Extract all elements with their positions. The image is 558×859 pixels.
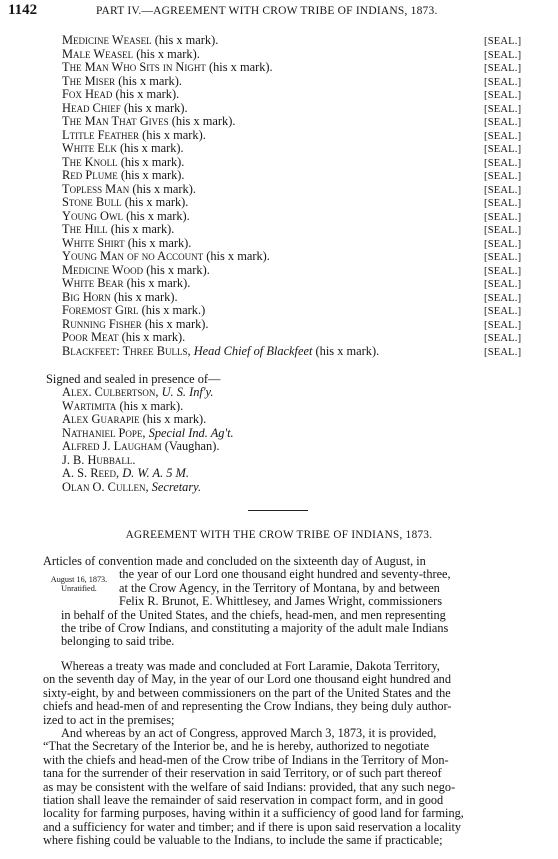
signatory-row	[62, 61, 552, 75]
witness-row: Wartimita (his x mark).	[62, 398, 184, 413]
witness-row: Alex. Culbertson, U. S. Inf'y.	[62, 385, 214, 399]
text-line: tana for the surrender of their reservation in said Territory, or of such part thereof	[43, 766, 442, 781]
blackfeet-signatory-row	[62, 345, 552, 359]
signatory-name: Running Fisher (his x mark).	[62, 316, 209, 331]
witness-list	[62, 386, 482, 494]
seal-mark: [SEAL.]	[484, 130, 522, 142]
seal-mark: [SEAL.]	[484, 144, 522, 155]
witness-intro: Signed and sealed in presence of—	[46, 372, 221, 386]
signatory-row	[62, 196, 552, 210]
text-line: at the Crow Agency, in the Territory of Montana, by and between	[119, 580, 440, 595]
text-line: on the seventh day of May, in the year of our Lord one thousand eight hundred and	[43, 672, 451, 687]
signatory-name: White Shirt (his x mark).	[62, 235, 192, 250]
seal-mark: [SEAL.]	[484, 63, 522, 74]
text-line: where fishing could be valuable to the Indians, to include the same if practicable;	[43, 833, 443, 848]
agreement-title: AGREEMENT WITH THE CROW TRIBE OF INDIANS, 1873.	[125, 529, 433, 541]
signatory-name: Medicine Weasel (his x mark).	[62, 33, 219, 47]
signatory-row	[62, 250, 552, 264]
signatory-row	[62, 291, 552, 305]
signatory-name: Foremost Girl (his x mark.)	[62, 303, 206, 317]
paragraph-whereas-congress	[43, 727, 551, 848]
signatory-name: Male Weasel (his x mark).	[62, 46, 200, 61]
witness-row: Alfred J. Laugham (Vaughan).	[62, 439, 220, 453]
seal-mark: [SEAL.]	[484, 76, 522, 88]
signatory-row	[62, 156, 552, 170]
seal-mark: [SEAL.]	[484, 346, 522, 358]
seal-mark: [SEAL.]	[484, 49, 522, 61]
signatory-row	[62, 129, 552, 143]
text-line: “That the Secretary of the Interior be, and he is hereby, authorized to negotiate	[43, 739, 430, 754]
text-line: in behalf of the United States, and the chiefs, head-men, and men representing	[61, 607, 446, 622]
signatory-row	[62, 304, 552, 318]
signatory-row	[62, 169, 552, 183]
signatory-row	[62, 88, 552, 102]
paragraph-whereas-treaty	[43, 660, 551, 727]
seal-mark: [SEAL.]	[484, 292, 522, 304]
signatory-name: The Knoll (his x mark).	[62, 154, 185, 169]
signatory-name: The Man That Gives (his x mark).	[62, 114, 236, 128]
signatory-row	[62, 264, 552, 278]
seal-mark: [SEAL.]	[484, 265, 522, 277]
seal-mark: [SEAL.]	[484, 157, 522, 169]
seal-mark: [SEAL.]	[484, 198, 522, 209]
signatory-name: White Bear (his x mark).	[62, 276, 191, 290]
signatory-row	[62, 115, 552, 129]
witness-row: J. B. Hubball.	[62, 452, 136, 467]
text-line: sixty-eight, by and between commissioners on the part of the United States and the	[43, 685, 451, 700]
signatory-name: Big Horn (his x mark).	[62, 289, 178, 304]
margin-note-date: August 16, 1873.	[50, 575, 108, 584]
signatory-name: Poor Meat (his x mark).	[62, 330, 186, 344]
text-line: Articles of convention made and concluded on the sixteenth day of August, in	[43, 554, 426, 568]
seal-mark: [SEAL.]	[484, 306, 522, 317]
signatory-name: The Man Who Sits in Night (his x mark).	[62, 60, 273, 74]
witness-row: Nathaniel Pope, Special Ind. Ag't.	[62, 425, 234, 440]
text-line: belonging to said tribe.	[61, 634, 175, 649]
signatory-row	[62, 277, 552, 291]
signatory-row	[62, 102, 552, 116]
signatory-name: Fox Head (his x mark).	[62, 87, 180, 101]
seal-mark: [SEAL.]	[484, 117, 522, 128]
signatory-name: Topless Man (his x mark).	[62, 181, 196, 196]
witness-row: Olan O. Cullen, Secretary.	[62, 479, 202, 494]
signatory-row	[62, 34, 552, 48]
signatory-name: Ltitle Feather (his x mark).	[62, 127, 206, 142]
text-line: Whereas a treaty was made and concluded at Fort Laramie, Dakota Territory,	[61, 659, 440, 673]
paragraph-preamble	[43, 555, 551, 649]
margin-note-status: Unratified.	[61, 583, 97, 593]
signatory-row	[62, 318, 552, 332]
signatory-name: Medicine Wood (his x mark).	[62, 262, 210, 277]
seal-mark: [SEAL.]	[484, 319, 522, 331]
signatory-row	[62, 75, 552, 89]
signatory-row	[62, 142, 552, 156]
text-line: the year of our Lord one thousand eight hundred and seventy-three,	[119, 567, 451, 582]
signatory-row	[62, 210, 552, 224]
seal-mark: [SEAL.]	[484, 279, 522, 290]
signatory-name: Young Owl (his x mark).	[62, 208, 190, 223]
signatory-name: Stone Bull (his x mark).	[62, 195, 189, 209]
text-line: tiation shall leave the remainder of said reservation in compact form, and in good	[43, 792, 444, 807]
text-line: and a sufficiency for water and timber; and if there is upon said reservation a locality	[43, 819, 462, 834]
seal-mark: [SEAL.]	[484, 184, 522, 196]
signatory-row	[62, 223, 552, 237]
text-line: Felix R. Brunot, E. Whittlesey, and James Wright, commissioners	[119, 594, 443, 609]
signatory-name: White Elk (his x mark).	[62, 141, 184, 155]
seal-mark: [SEAL.]	[484, 225, 522, 236]
section-divider	[248, 510, 308, 511]
signatory-row	[62, 183, 552, 197]
seal-mark: [SEAL.]	[484, 238, 522, 250]
witness-row: A. S. Reed, D. W. A. 5 M.	[62, 466, 189, 480]
seal-mark: [SEAL.]	[484, 90, 522, 101]
text-line: as may be consistent with the welfare of said Indians: provided, that any such nego-	[43, 779, 456, 794]
text-line: locality for farming purposes, having within it a sufficiency of good land for farming,	[43, 806, 464, 821]
signatory-name: The Hill (his x mark).	[62, 222, 175, 236]
text-line: And whereas by an act of Congress, approved March 3, 1873, it is provided,	[61, 726, 437, 740]
signatory-list	[62, 34, 552, 358]
signatory-name: Red Plume (his x mark).	[62, 168, 185, 182]
text-line: chiefs and head-men of and representing the Crow Indians, they being duly author-	[43, 699, 452, 714]
text-line: the tribe of Crow Indians, and constituting a majority of the adult male Indians	[61, 620, 449, 635]
signatory-name: The Miser (his x mark).	[62, 73, 182, 88]
seal-mark: [SEAL.]	[484, 36, 522, 47]
witness-row: Alex Guarapie (his x mark).	[62, 412, 207, 426]
signatory-row	[62, 331, 552, 345]
signatory-row	[62, 48, 552, 62]
running-title: PART IV.—AGREEMENT WITH CROW TRIBE OF INDIANS, 1873.	[96, 5, 438, 17]
signatory-name: Young Man of no Account (his x mark).	[62, 249, 270, 263]
signatory-name: Head Chief (his x mark).	[62, 100, 188, 115]
seal-mark: [SEAL.]	[484, 171, 522, 182]
page-header	[8, 2, 548, 22]
text-line: with the chiefs and head-men of the Crow tribe of Indians in the Territory of Mon-	[43, 752, 449, 767]
page-number: 1142	[8, 2, 38, 18]
seal-mark: [SEAL.]	[484, 333, 522, 344]
text-line: ized to act in the premises;	[43, 712, 175, 727]
seal-mark: [SEAL.]	[484, 211, 522, 223]
seal-mark: [SEAL.]	[484, 103, 522, 115]
blackfeet-signature: Blackfeet: Three Bulls, Head Chief of Blackfeet (his x mark).	[62, 343, 380, 358]
signatory-row	[62, 237, 552, 251]
seal-mark: [SEAL.]	[484, 252, 522, 263]
